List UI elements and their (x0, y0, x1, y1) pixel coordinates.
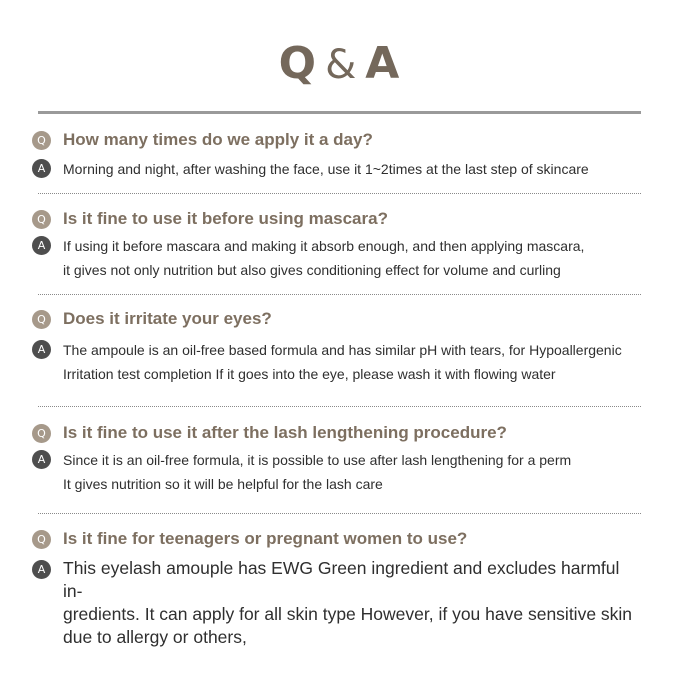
question-text: Is it fine for teenagers or pregnant women to use? (63, 529, 468, 548)
q-badge-icon: Q (32, 530, 51, 549)
question-row (32, 129, 642, 151)
answer-line: it gives not only nutrition but also gives conditioning effect for volume and curling (63, 262, 561, 278)
question-row (32, 422, 642, 444)
a-badge-icon: A (32, 236, 51, 255)
qa-item-4 (32, 422, 642, 496)
answer-line: If using it before mascara and making it absorb enough, and then applying mascara, (63, 238, 585, 254)
answer-line: Morning and night, after washing the face, use it 1~2times at the last step of skincare (63, 161, 589, 177)
answer-line: The ampoule is an oil-free based formula and has similar pH with tears, for Hypoallergenic (63, 342, 622, 358)
title-ampersand: & (325, 42, 358, 88)
answer-row (32, 448, 642, 496)
title-q: Q (278, 38, 318, 89)
question-row (32, 528, 642, 550)
q-badge-icon: Q (32, 210, 51, 229)
qa-item-1 (32, 129, 642, 181)
question-text: Is it fine to use it before using mascara? (63, 209, 388, 228)
dotted-separator (38, 193, 641, 194)
question-row (32, 308, 642, 330)
question-text: How many times do we apply it a day? (63, 130, 373, 149)
a-badge-icon: A (32, 159, 51, 178)
answer-row (32, 157, 642, 181)
qa-item-5 (32, 528, 642, 649)
answer-line: gredients. It can apply for all skin type However, if you have sensitive skin (63, 604, 633, 624)
page-title (0, 38, 679, 89)
answer-row (32, 557, 642, 649)
a-badge-icon: A (32, 560, 51, 579)
a-badge-icon: A (32, 340, 51, 359)
qa-item-3 (32, 308, 642, 386)
title-divider (38, 111, 641, 114)
answer-line: This eyelash amouple has EWG Green ingredient and excludes harmful in- (63, 558, 620, 601)
q-badge-icon: Q (32, 424, 51, 443)
q-badge-icon: Q (32, 310, 51, 329)
a-badge-icon: A (32, 450, 51, 469)
answer-row (32, 234, 642, 282)
dotted-separator (38, 406, 641, 407)
title-a: A (365, 38, 401, 89)
answer-line: It gives nutrition so it will be helpful for the lash care (63, 476, 383, 492)
question-text: Is it fine to use it after the lash lengthening procedure? (63, 423, 507, 442)
answer-line: due to allergy or others, (63, 627, 247, 647)
answer-line: Since it is an oil-free formula, it is possible to use after lash lengthening for a perm (63, 452, 572, 468)
dotted-separator (38, 294, 641, 295)
answer-line: Irritation test completion If it goes into the eye, please wash it with flowing water (63, 366, 556, 382)
question-row (32, 208, 642, 230)
question-text: Does it irritate your eyes? (63, 309, 272, 328)
q-badge-icon: Q (32, 131, 51, 150)
answer-row (32, 338, 642, 386)
dotted-separator (38, 513, 641, 514)
qa-item-2 (32, 208, 642, 282)
